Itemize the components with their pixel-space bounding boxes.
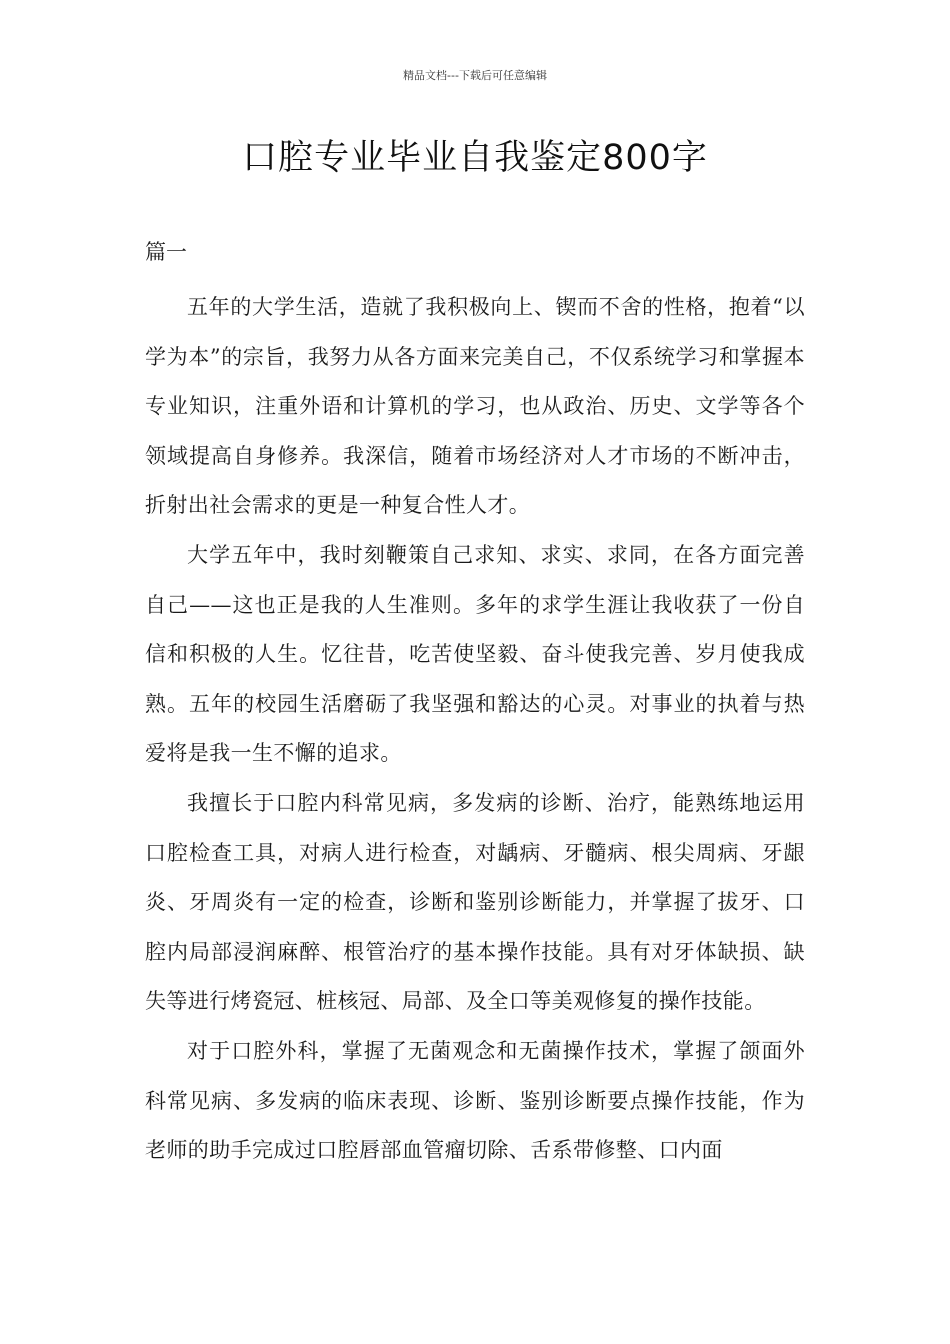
header-note: 精品文档---下载后可任意编辑 xyxy=(403,69,547,82)
paragraph: 我擅长于口腔内科常见病，多发病的诊断、治疗，能熟练地运用口腔检查工具，对病人进行检查，对龋病、牙髓病、根尖周病、牙龈炎、牙周炎有一定的检查，诊断和鉴别诊断能力，并掌握了拔牙、口腔内局部浸润麻醉、根管治疗的基本操作技能。具有对牙体缺损、缺失等进行烤瓷冠、桩核冠、局部、及全口等美观修复的操作技能。 xyxy=(145,790,805,1014)
document-title: 口腔专业毕业自我鉴定800字 xyxy=(242,138,708,178)
paragraph: 对于口腔外科，掌握了无菌观念和无菌操作技术，掌握了颌面外科常见病、多发病的临床表现、诊断、鉴别诊断要点操作技能，作为老师的助手完成过口腔唇部血管瘤切除、舌系带修整、口内面 xyxy=(145,1038,805,1163)
body-text xyxy=(145,283,805,1176)
section-label: 篇一 xyxy=(145,240,187,264)
paragraph: 五年的大学生活，造就了我积极向上、锲而不舍的性格，抱着“以学为本”的宗旨，我努力从各方面来完美自己，不仅系统学习和掌握本专业知识，注重外语和计算机的学习，也从政治、历史、文学等各个领域提高自身修养。我深信，随着市场经济对人才市场的不断冲击，折射出社会需求的更是一种复合性人才。 xyxy=(145,295,805,518)
paragraph: 大学五年中，我时刻鞭策自己求知、求实、求同，在各方面完善自己——这也正是我的人生准则。多年的求学生涯让我收获了一份自信和积极的人生。忆往昔，吃苦使坚毅、奋斗使我完善、岁月使我成熟。五年的校园生活磨砺了我坚强和豁达的心灵。对事业的执着与热爱将是我一生不懈的追求。 xyxy=(145,542,805,766)
